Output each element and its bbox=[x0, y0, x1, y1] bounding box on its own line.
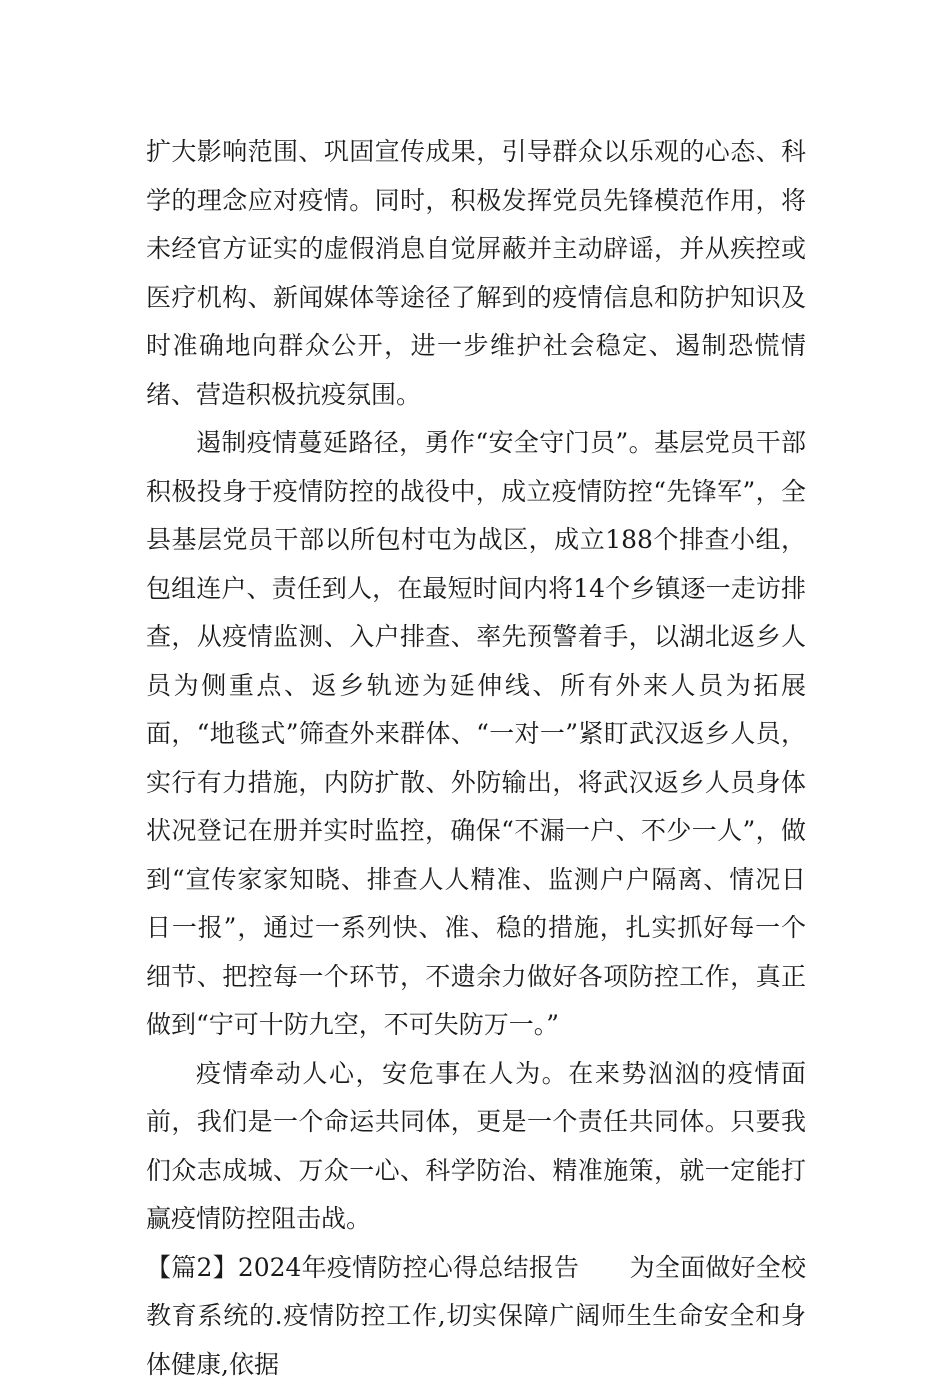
paragraph-3: 疫情牵动人心，安危事在人为。在来势汹汹的疫情面前，我们是一个命运共同体，更是一个责任共同体。只要我们众志成城、万众一心、科学防治、精准施策，就一定能打赢疫情防控阻击战。 bbox=[146, 1050, 806, 1244]
document-body bbox=[146, 128, 806, 1389]
paragraph-4-section-heading: 【篇2】2024年疫情防控心得总结报告 为全面做好全校教育系统的.疫情防控工作,切实保障广阔师生生命安全和身体健康,依据 bbox=[146, 1244, 806, 1389]
paragraph-1: 扩大影响范围、巩固宣传成果，引导群众以乐观的心态、科学的理念应对疫情。同时，积极发挥党员先锋模范作用，将未经官方证实的虚假消息自觉屏蔽并主动辟谣，并从疾控或医疗机构、新闻媒体等途径了解到的疫情信息和防护知识及时准确地向群众公开，进一步维护社会稳定、遏制恐慌情绪、营造积极抗疫氛围。 bbox=[146, 128, 806, 419]
paragraph-2: 遏制疫情蔓延路径，勇作“安全守门员”。基层党员干部积极投身于疫情防控的战役中，成立疫情防控“先锋军”，全县基层党员干部以所包村屯为战区，成立188个排查小组，包组连户、责任到人，在最短时间内将14个乡镇逐一走访排查，从疫情监测、入户排查、率先预警着手，以湖北返乡人员为侧重点、返乡轨迹为延伸线、所有外来人员为拓展面，“地毯式”筛查外来群体、“一对一”紧盯武汉返乡人员，实行有力措施，内防扩散、外防输出，将武汉返乡人员身体状况登记在册并实时监控，确保“不漏一户、不少一人”，做到“宣传家家知晓、排查人人精准、监测户户隔离、情况日日一报”，通过一系列快、准、稳的措施，扎实抓好每一个细节、把控每一个环节，不遗余力做好各项防控工作，真正做到“宁可十防九空，不可失防万一。” bbox=[146, 419, 806, 1050]
